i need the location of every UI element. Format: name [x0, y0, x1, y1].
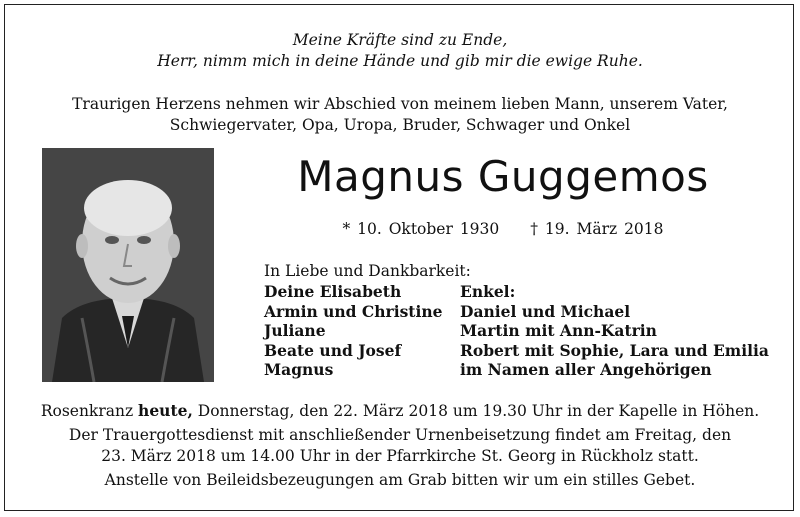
service-line-2: 23. März 2018 um 14.00 Uhr in der Pfarrkirche St. Georg in Rückholz statt.	[101, 447, 699, 465]
intro-line-1: Traurigen Herzens nehmen wir Abschied von meinem lieben Mann, unserem Vater,	[72, 95, 728, 113]
family-entry: Deine Elisabeth	[264, 282, 402, 301]
intro-line-2: Schwiegervater, Opa, Uropa, Bruder, Schwager und Onkel	[169, 116, 631, 134]
family-entry: Robert mit Sophie, Lara und Emilia	[460, 340, 769, 360]
motto	[0, 30, 800, 72]
family-list-left	[264, 282, 443, 380]
family-entry: Juliane	[264, 321, 326, 341]
family-entry: Martin mit Ann-Katrin	[460, 321, 657, 341]
service-information	[0, 400, 800, 491]
family-entry: Enkel:	[460, 282, 516, 301]
motto-line-1: Meine Kräfte sind zu Ende,	[292, 31, 508, 49]
prayer-request: Anstelle von Beileidsbezeugungen am Grab bitten wir um ein stilles Gebet.	[104, 471, 696, 489]
motto-line-2: Herr, nimm mich in deine Hände und gib mir die ewige Ruhe.	[157, 52, 643, 70]
family-entry: Magnus	[264, 360, 334, 380]
rosary-prefix: Rosenkranz	[40, 402, 139, 420]
life-dates	[232, 220, 774, 238]
deceased-name: Magnus Guggemos	[297, 152, 709, 201]
service-line-1: Der Trauergottesdienst mit anschließender Urnenbeisetzung findet am Freitag, den	[68, 426, 732, 444]
family-entry: Daniel und Michael	[460, 301, 631, 321]
portrait-photo	[42, 148, 214, 382]
rosary-line	[0, 400, 800, 422]
dedication-line: In Liebe und Dankbarkeit:	[264, 262, 471, 280]
rosary-details: Donnerstag, den 22. März 2018 um 19.30 Uhr in der Kapelle in Höhen.	[192, 402, 760, 420]
birth-date: * 10. Oktober 1930	[342, 220, 500, 238]
family-entry: Armin und Christine	[264, 301, 443, 321]
intro-text	[0, 94, 800, 136]
rosary-day: heute,	[138, 401, 193, 420]
family-entry: Beate und Josef	[264, 340, 402, 360]
death-date: † 19. März 2018	[530, 220, 664, 238]
family-entry: im Namen aller Angehörigen	[460, 360, 712, 380]
family-list-right	[460, 282, 769, 380]
